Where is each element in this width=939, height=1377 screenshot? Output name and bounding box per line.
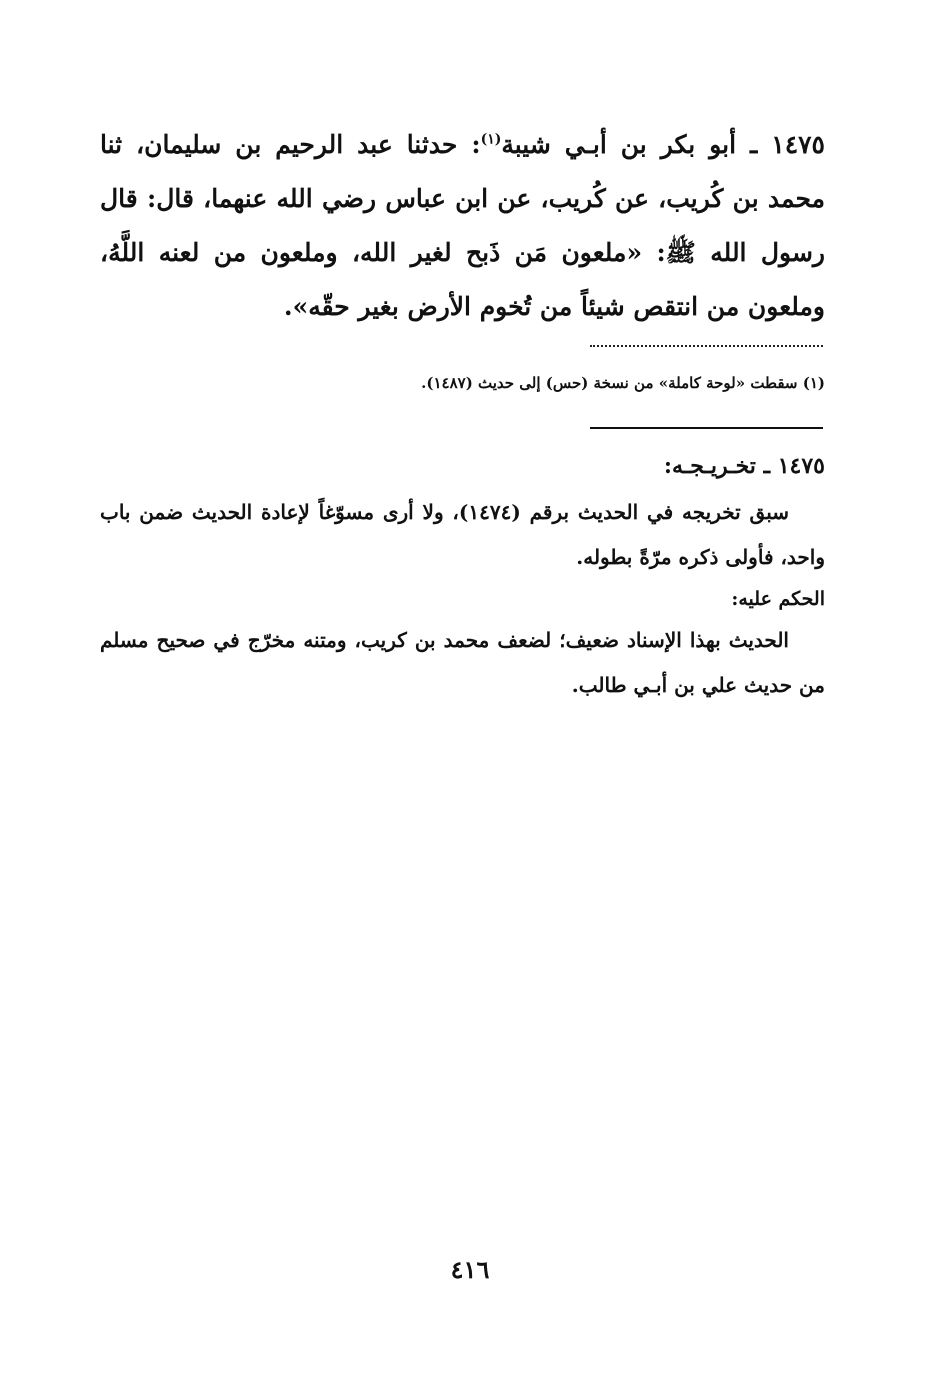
hadith-dash: ـ — [749, 130, 758, 159]
takhrij-paragraph: سبق تخريجه في الحديث برقم (١٤٧٤)، ولا أرى مسوّغاً لإعادة الحديث ضمن باب واحد، فأولى ذكره مرّةً بطوله. — [100, 500, 825, 569]
takhrij-heading — [100, 448, 825, 484]
hadith-body: : حدثنا عبد الرحيم بن سليمان، ثنا محمد بن كُريب، عن كُريب، عن ابن عباس رضي الله عنهما، قال: قال رسول الله ﷺ: «ملعون مَن ذَبح لغير الله، وملعون من لعنه اللَّهُ، وملعون من انتقص شيئاً من تُخوم الأرض بغير حقّه». — [100, 130, 825, 321]
footnote: (١) سقطت «لوحة كاملة» من نسخة (حس) إلى حديث (١٤٨٧). — [421, 374, 825, 392]
hadith-narrator: أبو بكر بن أبـي شيبة — [501, 130, 737, 159]
hadith-number: ١٤٧٥ — [771, 130, 825, 159]
footnote-reference: (١) — [480, 131, 502, 148]
ruling-heading: الحكم عليه: — [731, 588, 825, 610]
takhrij-number: ١٤٧٥ — [777, 453, 825, 479]
footnote-separator — [590, 345, 823, 347]
hadith-block — [100, 118, 825, 334]
takhrij-section — [100, 448, 825, 708]
section-divider — [590, 427, 823, 429]
ruling-paragraph: الحديث بهذا الإسناد ضعيف؛ لضعف محمد بن كريب، ومتنه مخرّج في صحيح مسلم من حديث علي بن أبـي طالب. — [100, 628, 825, 697]
page-number: ٤١٦ — [450, 1255, 490, 1284]
takhrij-label: تخـريـجـه: — [663, 453, 756, 479]
hadith-text — [100, 118, 825, 334]
takhrij-dash: ـ — [763, 453, 771, 479]
